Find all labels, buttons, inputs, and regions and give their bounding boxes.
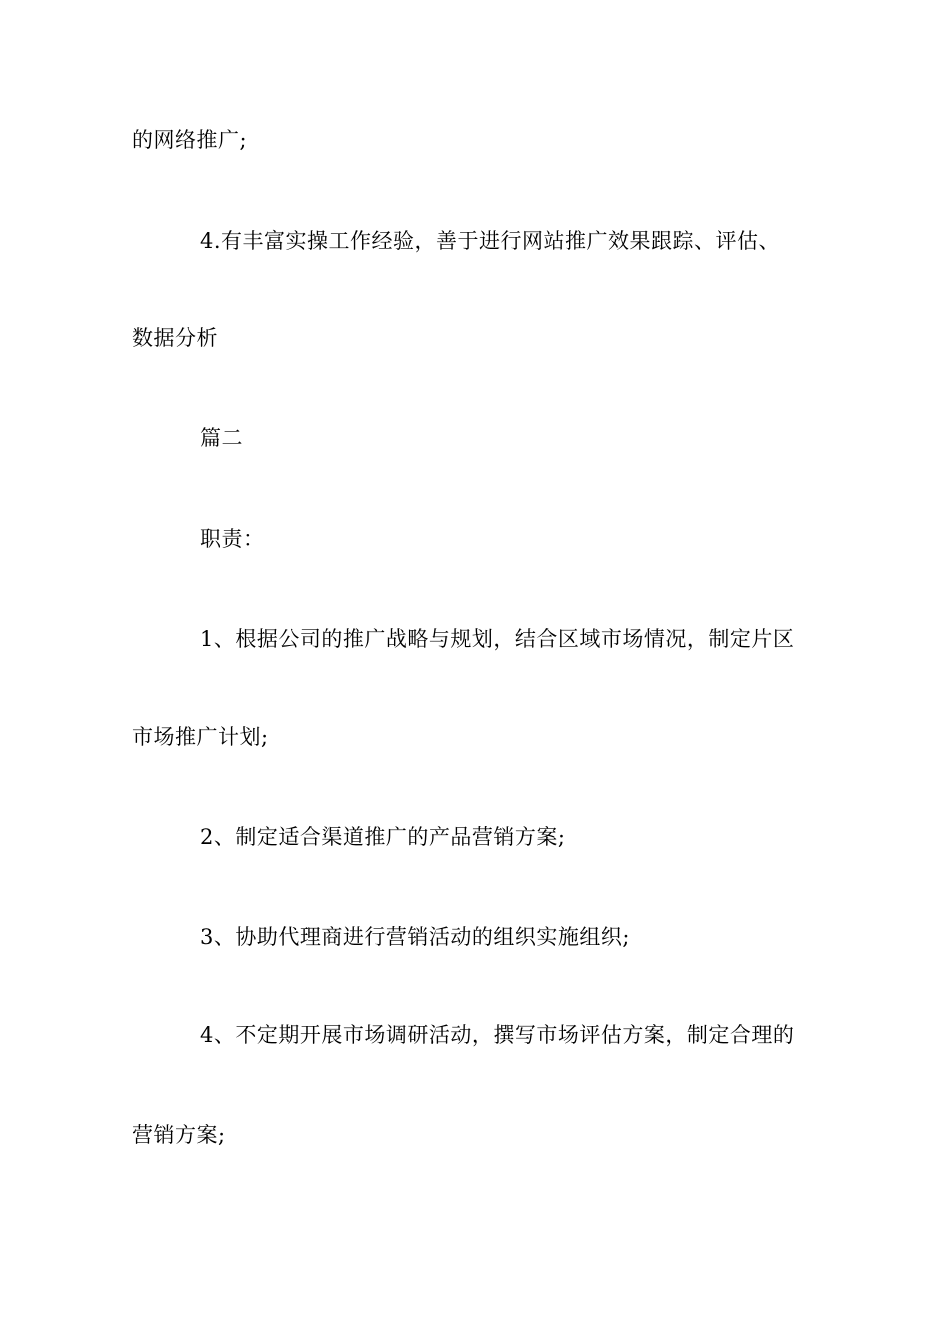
list-item: 4、不定期开展市场调研活动，撰写市场评估方案，制定合理的 (200, 1023, 795, 1047)
list-item: 2、制定适合渠道推广的产品营销方案; (200, 825, 566, 849)
section-heading: 篇二 (200, 426, 243, 450)
list-item: 1、根据公司的推广战略与规划，结合区域市场情况，制定片区 (200, 627, 795, 651)
section-label: 职责： (200, 527, 265, 551)
text-line: 的网络推广; (132, 128, 248, 152)
list-item: 3、协助代理商进行营销活动的组织实施组织; (200, 925, 630, 949)
text-line: 市场推广计划; (132, 725, 269, 749)
text-line: 4.有丰富实操工作经验，善于进行网站推广效果跟踪、评估、 (200, 229, 781, 253)
text-line: 营销方案; (132, 1123, 226, 1147)
text-line: 数据分析 (132, 326, 218, 350)
